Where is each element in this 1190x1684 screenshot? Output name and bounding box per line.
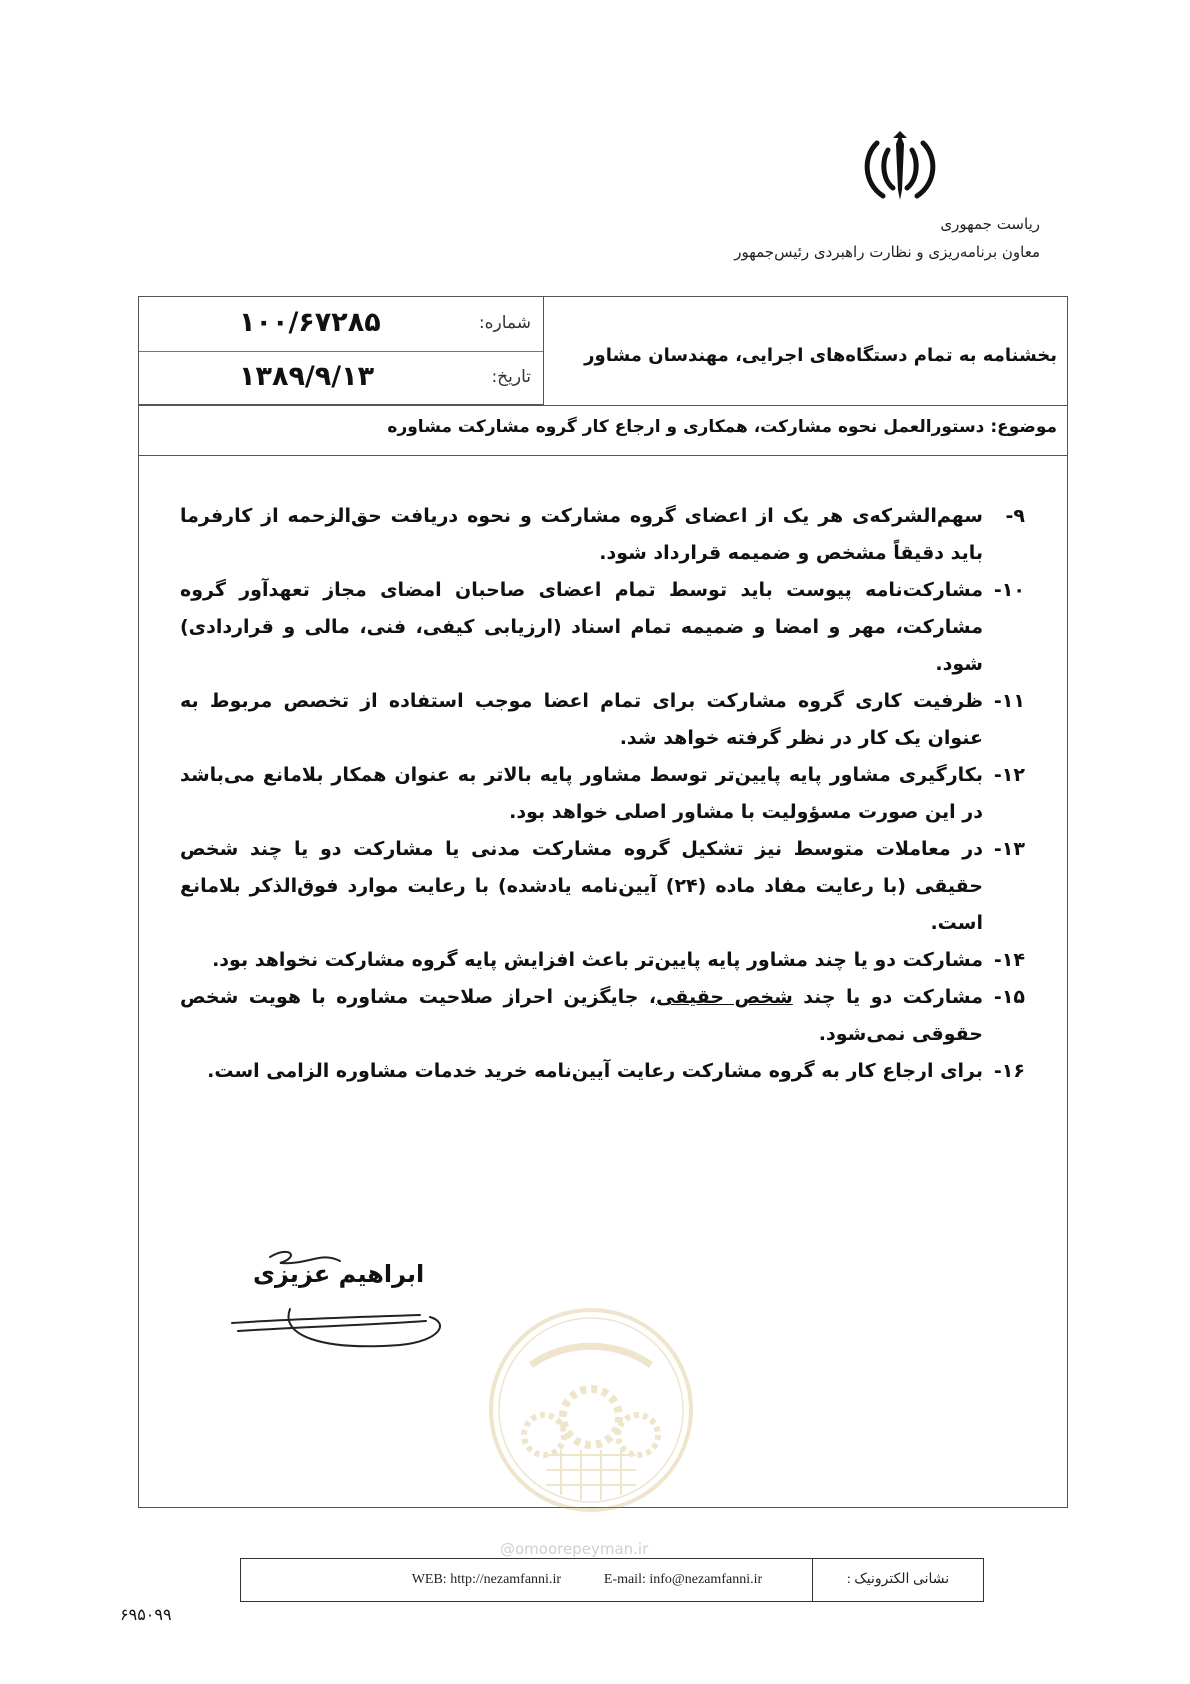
- list-item: [180, 683, 1025, 757]
- item-number: ۱۴-: [993, 949, 1025, 971]
- item-text: برای ارجاع کار به گروه مشارکت رعایت آیین‌نامه خرید خدمات مشاوره الزامی است.: [207, 1060, 983, 1082]
- organization-name: ریاست جمهوری: [940, 215, 1040, 233]
- department-name: معاون برنامه‌ریزی و نظارت راهبردی رئیس‌جمهور: [734, 243, 1040, 261]
- reference-code: ۶۹۵۰۹۹: [120, 1605, 172, 1624]
- item-number: ۱۵-: [993, 986, 1026, 1008]
- number-row: [139, 297, 543, 352]
- signature-scribble-icon: [230, 1245, 470, 1355]
- item-number: ۱۳-: [993, 838, 1025, 860]
- list-item: [180, 979, 1025, 1053]
- item-number: ۱۲-: [993, 764, 1025, 786]
- letter-number: ۱۰۰/۶۷۲۸۵: [239, 307, 381, 338]
- footer-web: WEB: http://nezamfanni.ir: [411, 1572, 561, 1587]
- item-text: بکارگیری مشاور پایه پایین‌تر توسط مشاور پایه بالاتر به عنوان همکار بلامانع می‌باشد در این صورت مسؤولیت با مشاور اصلی خواهد بود.: [180, 764, 983, 823]
- date-row: [139, 351, 543, 405]
- item-text: ظرفیت کاری گروه مشارکت برای تمام اعضا موجب استفاده از تخصص مربوط به عنوان یک کار در نظر گرفته خواهد شد.: [180, 690, 983, 749]
- item-text: مشارکت دو یا چند: [792, 986, 984, 1008]
- list-item: [180, 498, 1025, 572]
- date-label: تاریخ:: [491, 367, 531, 387]
- stamp-seal-icon: [486, 1305, 696, 1515]
- item-text: سهم‌الشرکه‌ی هر یک از اعضای گروه مشارکت و نحوه دریافت حق‌الزحمه از کارفرما باید دقیقاً مشخص و ضمیمه قرارداد شود.: [180, 505, 983, 564]
- letter-date: ۱۳۸۹/۹/۱۳: [239, 361, 375, 392]
- item-text: ، جایگزین احراز صلاحیت مشاوره با هویت شخص حقوقی نمی‌شود.: [180, 986, 983, 1045]
- item-number: ۱۶-: [993, 1060, 1025, 1082]
- item-number: ۱۰-: [993, 579, 1025, 601]
- list-item: [180, 572, 1025, 683]
- list-item: [180, 942, 1025, 979]
- list-item: [180, 1053, 1025, 1090]
- number-label: شماره:: [478, 313, 531, 333]
- subject-line: موضوع: دستورالعمل نحوه مشارکت، همکاری و ارجاع کار گروه مشارکت مشاوره: [387, 417, 1057, 437]
- list-item: [180, 831, 1025, 942]
- item-text: مشارکت‌نامه پیوست باید توسط تمام اعضای صاحبان امضای مجاز تعهدآور گروه مشارکت، مهر و امضا و ضمیمه تمام اسناد (ارزیابی کیفی، فنی، مالی و قراردادی) شود.: [180, 579, 983, 675]
- signatory-name: ابراهیم عزیزی: [253, 1260, 425, 1288]
- recipients: بخشنامه به تمام دستگاه‌های اجرایی، مهندسان مشاور: [584, 345, 1057, 366]
- footer-email: E-mail: info@nezamfanni.ir: [603, 1572, 763, 1587]
- list-item: [180, 757, 1025, 831]
- footer-label: نشانی الکترونیک :: [812, 1559, 983, 1601]
- meta-box: [139, 297, 544, 405]
- footer-bar: [240, 1558, 984, 1602]
- item-text: مشارکت دو یا چند مشاور پایه پایین‌تر باعث افزایش پایه گروه مشارکت نخواهد بود.: [212, 949, 983, 971]
- item-number: ۱۱-: [993, 690, 1025, 712]
- underlined-text: شخص حقیقی: [656, 986, 793, 1008]
- divider: [139, 405, 1067, 406]
- letter-body: [180, 498, 1025, 1090]
- iran-emblem-icon: [855, 128, 945, 208]
- item-text: در معاملات متوسط نیز تشکیل گروه مشارکت مدنی یا مشارکت دو یا چند شخص حقیقی (با رعایت مفاد ماده (۲۴) آیین‌نامه یادشده) با رعایت موارد فوق‌الذکر بلامانع است.: [180, 838, 984, 934]
- item-number: ۹-: [1005, 505, 1025, 527]
- watermark: @omoorepeyman.ir: [500, 1540, 649, 1558]
- divider: [139, 455, 1067, 456]
